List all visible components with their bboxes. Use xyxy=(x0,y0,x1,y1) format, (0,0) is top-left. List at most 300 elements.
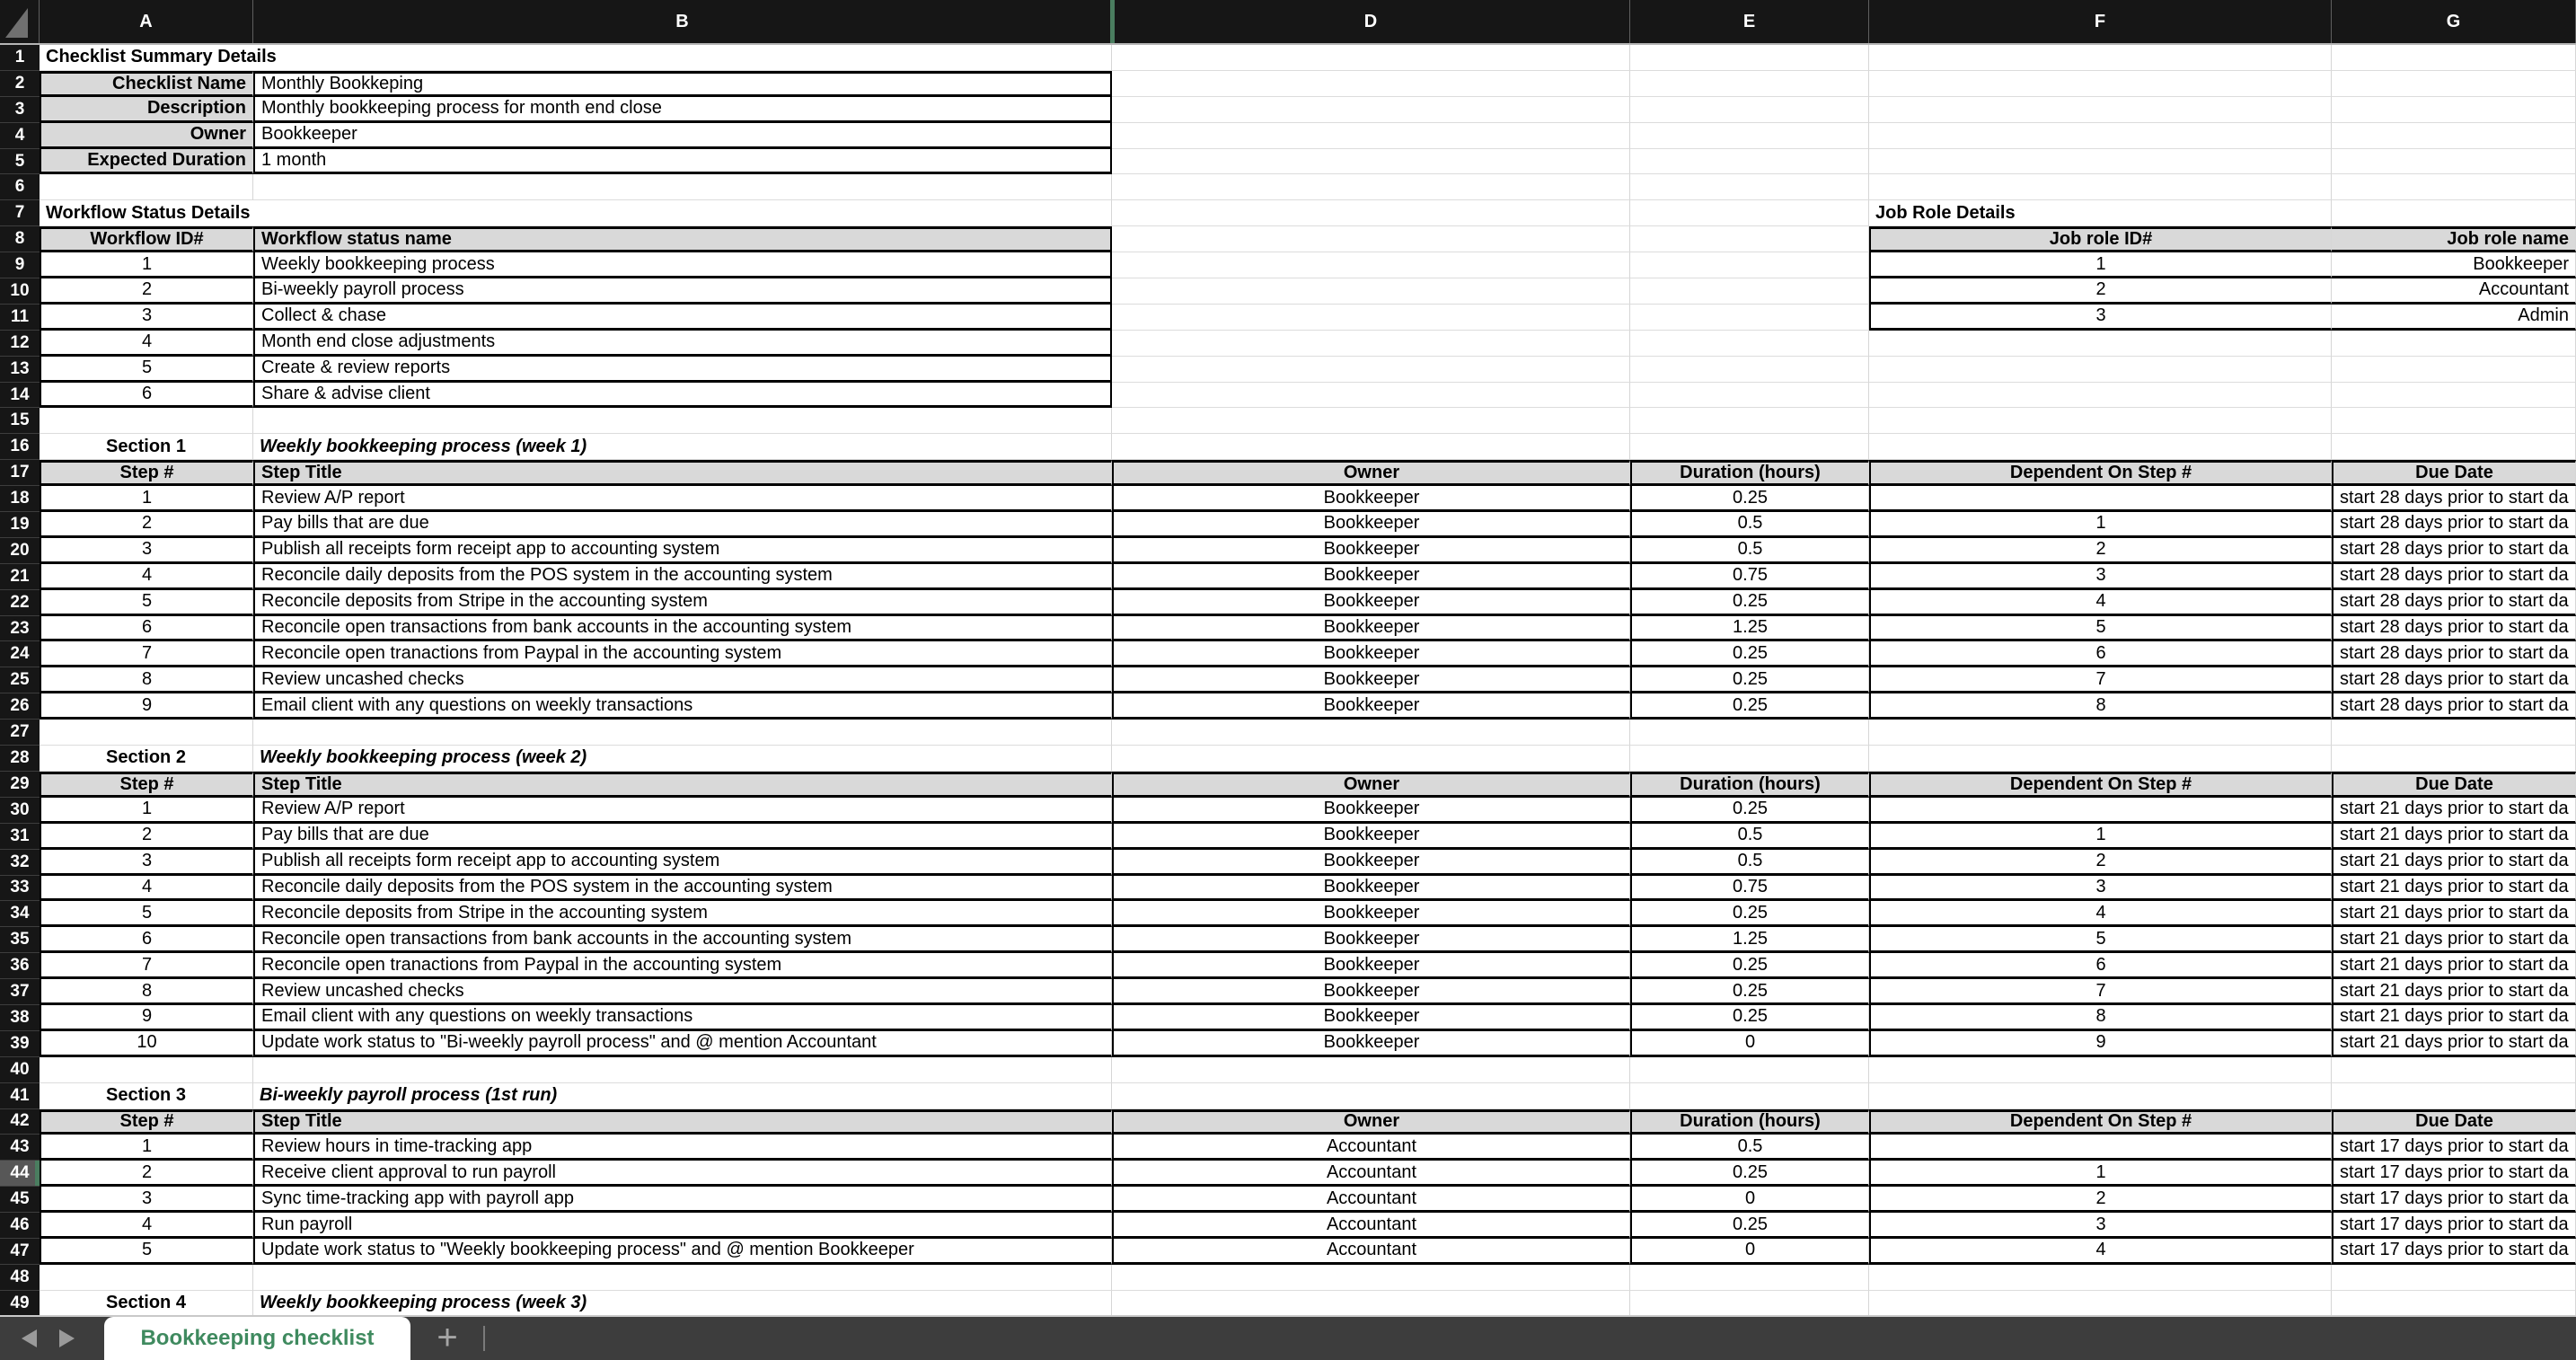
cell-E41[interactable] xyxy=(1630,1083,1869,1109)
cell-B34[interactable]: Reconcile deposits from Stripe in the accounting system xyxy=(253,901,1112,927)
cell-G45[interactable]: start 17 days prior to start da xyxy=(2332,1187,2576,1213)
row-header-20[interactable]: 20 xyxy=(0,538,40,564)
row-header-33[interactable]: 33 xyxy=(0,876,40,902)
cell-E45[interactable]: 0 xyxy=(1630,1187,1869,1213)
row-header-4[interactable]: 4 xyxy=(0,123,40,149)
cell-B45[interactable]: Sync time-tracking app with payroll app xyxy=(253,1187,1112,1213)
cell-D1[interactable] xyxy=(1112,45,1630,71)
cell-A20[interactable]: 3 xyxy=(40,538,253,564)
cell-F10[interactable]: 2 xyxy=(1869,278,2332,305)
select-all-corner[interactable] xyxy=(0,0,40,43)
row-header-46[interactable]: 46 xyxy=(0,1213,40,1239)
cell-F8[interactable]: Job role ID# xyxy=(1869,226,2332,252)
cell-F41[interactable] xyxy=(1869,1083,2332,1109)
cell-F46[interactable]: 3 xyxy=(1869,1213,2332,1239)
cell-B14[interactable]: Share & advise client xyxy=(253,383,1112,409)
cell-E36[interactable]: 0.25 xyxy=(1630,953,1869,979)
cell-A9[interactable]: 1 xyxy=(40,252,253,278)
cell-D10[interactable] xyxy=(1112,278,1630,305)
cell-D16[interactable] xyxy=(1112,434,1630,460)
cell-E37[interactable]: 0.25 xyxy=(1630,979,1869,1005)
cell-B16[interactable]: Weekly bookkeeping process (week 1) xyxy=(253,434,1112,460)
cell-D33[interactable]: Bookkeeper xyxy=(1112,876,1630,902)
cell-B44[interactable]: Receive client approval to run payroll xyxy=(253,1161,1112,1187)
cell-B41[interactable]: Bi-weekly payroll process (1st run) xyxy=(253,1083,1112,1109)
cell-G41[interactable] xyxy=(2332,1083,2576,1109)
row-header-28[interactable]: 28 xyxy=(0,746,40,772)
cell-B23[interactable]: Reconcile open transactions from bank accounts in the accounting system xyxy=(253,616,1112,642)
row-header-22[interactable]: 22 xyxy=(0,590,40,616)
cell-E29[interactable]: Duration (hours) xyxy=(1630,772,1869,798)
cell-D30[interactable]: Bookkeeper xyxy=(1112,798,1630,824)
row-header-29[interactable]: 29 xyxy=(0,772,40,798)
cell-G18[interactable]: start 28 days prior to start da xyxy=(2332,486,2576,512)
cell-B8[interactable]: Workflow status name xyxy=(253,226,1112,252)
cell-E40[interactable] xyxy=(1630,1057,1869,1083)
row-header-24[interactable]: 24 xyxy=(0,641,40,667)
column-header-F[interactable]: F xyxy=(1869,0,2332,43)
column-header-B[interactable]: B xyxy=(253,0,1112,43)
cell-B32[interactable]: Publish all receipts form receipt app to accounting system xyxy=(253,850,1112,876)
cell-D3[interactable] xyxy=(1112,97,1630,123)
row-header-12[interactable]: 12 xyxy=(0,331,40,357)
cell-F4[interactable] xyxy=(1869,123,2332,149)
cell-E11[interactable] xyxy=(1630,305,1869,331)
column-header-D[interactable]: D xyxy=(1112,0,1630,43)
cell-G34[interactable]: start 21 days prior to start da xyxy=(2332,901,2576,927)
cell-D29[interactable]: Owner xyxy=(1112,772,1630,798)
cell-D11[interactable] xyxy=(1112,305,1630,331)
cell-D14[interactable] xyxy=(1112,383,1630,409)
cell-G12[interactable] xyxy=(2332,331,2576,357)
cell-F47[interactable]: 4 xyxy=(1869,1239,2332,1265)
row-header-14[interactable]: 14 xyxy=(0,383,40,409)
cell-F13[interactable] xyxy=(1869,357,2332,383)
cell-E10[interactable] xyxy=(1630,278,1869,305)
cell-A18[interactable]: 1 xyxy=(40,486,253,512)
cell-G31[interactable]: start 21 days prior to start da xyxy=(2332,824,2576,850)
cell-A5[interactable]: Expected Duration xyxy=(40,149,253,175)
cell-E14[interactable] xyxy=(1630,383,1869,409)
cell-D32[interactable]: Bookkeeper xyxy=(1112,850,1630,876)
cell-F16[interactable] xyxy=(1869,434,2332,460)
cell-D44[interactable]: Accountant xyxy=(1112,1161,1630,1187)
cell-A44[interactable]: 2 xyxy=(40,1161,253,1187)
cell-B39[interactable]: Update work status to "Bi-weekly payroll process" and @ mention Accountant xyxy=(253,1031,1112,1057)
cell-D6[interactable] xyxy=(1112,174,1630,200)
cell-E8[interactable] xyxy=(1630,226,1869,252)
cell-D34[interactable]: Bookkeeper xyxy=(1112,901,1630,927)
row-header-23[interactable]: 23 xyxy=(0,616,40,642)
cell-E28[interactable] xyxy=(1630,746,1869,772)
cell-D41[interactable] xyxy=(1112,1083,1630,1109)
cell-E9[interactable] xyxy=(1630,252,1869,278)
cell-A28[interactable]: Section 2 xyxy=(40,746,253,772)
cell-G24[interactable]: start 28 days prior to start da xyxy=(2332,641,2576,667)
scroll-sheets-left-icon[interactable] xyxy=(22,1329,37,1347)
cell-D27[interactable] xyxy=(1112,720,1630,746)
cell-A41[interactable]: Section 3 xyxy=(40,1083,253,1109)
cell-E22[interactable]: 0.25 xyxy=(1630,590,1869,616)
cell-E24[interactable]: 0.25 xyxy=(1630,641,1869,667)
cell-B3[interactable]: Monthly bookkeeping process for month end close xyxy=(253,97,1112,123)
cell-G2[interactable] xyxy=(2332,71,2576,97)
row-header-37[interactable]: 37 xyxy=(0,979,40,1005)
cell-G20[interactable]: start 28 days prior to start da xyxy=(2332,538,2576,564)
cell-A46[interactable]: 4 xyxy=(40,1213,253,1239)
cell-D42[interactable]: Owner xyxy=(1112,1109,1630,1135)
cell-F30[interactable] xyxy=(1869,798,2332,824)
cell-A16[interactable]: Section 1 xyxy=(40,434,253,460)
cell-F34[interactable]: 4 xyxy=(1869,901,2332,927)
cell-B5[interactable]: 1 month xyxy=(253,149,1112,175)
cell-G19[interactable]: start 28 days prior to start da xyxy=(2332,512,2576,538)
cell-A13[interactable]: 5 xyxy=(40,357,253,383)
cell-G10[interactable]: Accountant xyxy=(2332,278,2576,305)
cell-D46[interactable]: Accountant xyxy=(1112,1213,1630,1239)
cell-D37[interactable]: Bookkeeper xyxy=(1112,979,1630,1005)
cell-G43[interactable]: start 17 days prior to start da xyxy=(2332,1135,2576,1161)
cell-E30[interactable]: 0.25 xyxy=(1630,798,1869,824)
row-header-43[interactable]: 43 xyxy=(0,1135,40,1161)
cell-G4[interactable] xyxy=(2332,123,2576,149)
cell-G37[interactable]: start 21 days prior to start da xyxy=(2332,979,2576,1005)
cell-G30[interactable]: start 21 days prior to start da xyxy=(2332,798,2576,824)
cell-D36[interactable]: Bookkeeper xyxy=(1112,953,1630,979)
cell-F43[interactable] xyxy=(1869,1135,2332,1161)
column-header-E[interactable]: E xyxy=(1630,0,1869,43)
cell-F17[interactable]: Dependent On Step # xyxy=(1869,460,2332,486)
cell-A43[interactable]: 1 xyxy=(40,1135,253,1161)
scroll-sheets-right-icon[interactable] xyxy=(59,1329,75,1347)
cell-A32[interactable]: 3 xyxy=(40,850,253,876)
cell-F6[interactable] xyxy=(1869,174,2332,200)
cell-E42[interactable]: Duration (hours) xyxy=(1630,1109,1869,1135)
cell-E21[interactable]: 0.75 xyxy=(1630,564,1869,590)
cell-E3[interactable] xyxy=(1630,97,1869,123)
cell-F15[interactable] xyxy=(1869,408,2332,434)
cell-E35[interactable]: 1.25 xyxy=(1630,927,1869,953)
cell-F29[interactable]: Dependent On Step # xyxy=(1869,772,2332,798)
cell-A47[interactable]: 5 xyxy=(40,1239,253,1265)
row-header-49[interactable]: 49 xyxy=(0,1291,40,1317)
cell-D39[interactable]: Bookkeeper xyxy=(1112,1031,1630,1057)
row-header-15[interactable]: 15 xyxy=(0,408,40,434)
cell-A40[interactable] xyxy=(40,1057,253,1083)
cell-G39[interactable]: start 21 days prior to start da xyxy=(2332,1031,2576,1057)
cell-D38[interactable]: Bookkeeper xyxy=(1112,1005,1630,1031)
row-header-10[interactable]: 10 xyxy=(0,278,40,305)
cell-A39[interactable]: 10 xyxy=(40,1031,253,1057)
cell-G15[interactable] xyxy=(2332,408,2576,434)
cell-F18[interactable] xyxy=(1869,486,2332,512)
cell-F25[interactable]: 7 xyxy=(1869,667,2332,693)
cell-G29[interactable]: Due Date xyxy=(2332,772,2576,798)
cell-E31[interactable]: 0.5 xyxy=(1630,824,1869,850)
cell-G8[interactable]: Job role name xyxy=(2332,226,2576,252)
cell-D20[interactable]: Bookkeeper xyxy=(1112,538,1630,564)
cell-B35[interactable]: Reconcile open transactions from bank accounts in the accounting system xyxy=(253,927,1112,953)
cell-A37[interactable]: 8 xyxy=(40,979,253,1005)
row-header-30[interactable]: 30 xyxy=(0,798,40,824)
row-header-42[interactable]: 42 xyxy=(0,1109,40,1135)
cell-A12[interactable]: 4 xyxy=(40,331,253,357)
row-header-17[interactable]: 17 xyxy=(0,460,40,486)
cell-E46[interactable]: 0.25 xyxy=(1630,1213,1869,1239)
cell-B20[interactable]: Publish all receipts form receipt app to accounting system xyxy=(253,538,1112,564)
cell-B11[interactable]: Collect & chase xyxy=(253,305,1112,331)
cell-G32[interactable]: start 21 days prior to start da xyxy=(2332,850,2576,876)
cell-G36[interactable]: start 21 days prior to start da xyxy=(2332,953,2576,979)
cell-F11[interactable]: 3 xyxy=(1869,305,2332,331)
cell-B18[interactable]: Review A/P report xyxy=(253,486,1112,512)
column-header-G[interactable]: G xyxy=(2332,0,2576,43)
cell-D13[interactable] xyxy=(1112,357,1630,383)
row-header-26[interactable]: 26 xyxy=(0,693,40,720)
row-header-7[interactable]: 7 xyxy=(0,200,40,226)
cell-F45[interactable]: 2 xyxy=(1869,1187,2332,1213)
cell-D8[interactable] xyxy=(1112,226,1630,252)
cell-F26[interactable]: 8 xyxy=(1869,693,2332,720)
cell-B22[interactable]: Reconcile deposits from Stripe in the accounting system xyxy=(253,590,1112,616)
row-header-44[interactable]: 44 xyxy=(0,1161,40,1187)
cell-F1[interactable] xyxy=(1869,45,2332,71)
cell-A33[interactable]: 4 xyxy=(40,876,253,902)
cell-A45[interactable]: 3 xyxy=(40,1187,253,1213)
cell-G33[interactable]: start 21 days prior to start da xyxy=(2332,876,2576,902)
cell-B19[interactable]: Pay bills that are due xyxy=(253,512,1112,538)
cell-D23[interactable]: Bookkeeper xyxy=(1112,616,1630,642)
cell-B15[interactable] xyxy=(253,408,1112,434)
cell-A15[interactable] xyxy=(40,408,253,434)
cell-D22[interactable]: Bookkeeper xyxy=(1112,590,1630,616)
row-header-34[interactable]: 34 xyxy=(0,901,40,927)
cell-B10[interactable]: Bi-weekly payroll process xyxy=(253,278,1112,305)
cell-E19[interactable]: 0.5 xyxy=(1630,512,1869,538)
cell-F3[interactable] xyxy=(1869,97,2332,123)
cell-G46[interactable]: start 17 days prior to start da xyxy=(2332,1213,2576,1239)
cell-F19[interactable]: 1 xyxy=(1869,512,2332,538)
row-header-5[interactable]: 5 xyxy=(0,149,40,175)
cell-E5[interactable] xyxy=(1630,149,1869,175)
cell-G1[interactable] xyxy=(2332,45,2576,71)
cell-G26[interactable]: start 28 days prior to start da xyxy=(2332,693,2576,720)
cell-D45[interactable]: Accountant xyxy=(1112,1187,1630,1213)
cell-E34[interactable]: 0.25 xyxy=(1630,901,1869,927)
cell-E43[interactable]: 0.5 xyxy=(1630,1135,1869,1161)
row-header-45[interactable]: 45 xyxy=(0,1187,40,1213)
cell-G6[interactable] xyxy=(2332,174,2576,200)
cell-D43[interactable]: Accountant xyxy=(1112,1135,1630,1161)
cell-B42[interactable]: Step Title xyxy=(253,1109,1112,1135)
cell-E12[interactable] xyxy=(1630,331,1869,357)
cell-F22[interactable]: 4 xyxy=(1869,590,2332,616)
cell-A34[interactable]: 5 xyxy=(40,901,253,927)
cell-G38[interactable]: start 21 days prior to start da xyxy=(2332,1005,2576,1031)
row-header-32[interactable]: 32 xyxy=(0,850,40,876)
cell-G16[interactable] xyxy=(2332,434,2576,460)
cell-F42[interactable]: Dependent On Step # xyxy=(1869,1109,2332,1135)
column-header-A[interactable]: A xyxy=(40,0,253,43)
cell-B21[interactable]: Reconcile daily deposits from the POS system in the accounting system xyxy=(253,564,1112,590)
row-header-8[interactable]: 8 xyxy=(0,226,40,252)
cell-B36[interactable]: Reconcile open tranactions from Paypal in the accounting system xyxy=(253,953,1112,979)
row-header-40[interactable]: 40 xyxy=(0,1057,40,1083)
cell-F33[interactable]: 3 xyxy=(1869,876,2332,902)
cell-D49[interactable] xyxy=(1112,1291,1630,1317)
cell-B38[interactable]: Email client with any questions on weekly transactions xyxy=(253,1005,1112,1031)
cell-B31[interactable]: Pay bills that are due xyxy=(253,824,1112,850)
cell-B49[interactable]: Weekly bookkeeping process (week 3) xyxy=(253,1291,1112,1317)
cell-D15[interactable] xyxy=(1112,408,1630,434)
cell-A14[interactable]: 6 xyxy=(40,383,253,409)
cell-G28[interactable] xyxy=(2332,746,2576,772)
cell-F20[interactable]: 2 xyxy=(1869,538,2332,564)
row-header-48[interactable]: 48 xyxy=(0,1265,40,1291)
cell-A25[interactable]: 8 xyxy=(40,667,253,693)
cell-G27[interactable] xyxy=(2332,720,2576,746)
row-header-31[interactable]: 31 xyxy=(0,824,40,850)
cell-D40[interactable] xyxy=(1112,1057,1630,1083)
cell-E32[interactable]: 0.5 xyxy=(1630,850,1869,876)
cell-F9[interactable]: 1 xyxy=(1869,252,2332,278)
cell-G7[interactable] xyxy=(2332,200,2576,226)
cell-G17[interactable]: Due Date xyxy=(2332,460,2576,486)
cell-E7[interactable] xyxy=(1630,200,1869,226)
cell-A8[interactable]: Workflow ID# xyxy=(40,226,253,252)
cell-A11[interactable]: 3 xyxy=(40,305,253,331)
cell-B46[interactable]: Run payroll xyxy=(253,1213,1112,1239)
cell-F2[interactable] xyxy=(1869,71,2332,97)
cell-A48[interactable] xyxy=(40,1265,253,1291)
cell-D24[interactable]: Bookkeeper xyxy=(1112,641,1630,667)
cell-B6[interactable] xyxy=(253,174,1112,200)
cell-E33[interactable]: 0.75 xyxy=(1630,876,1869,902)
cell-B37[interactable]: Review uncashed checks xyxy=(253,979,1112,1005)
cell-A4[interactable]: Owner xyxy=(40,123,253,149)
cell-E20[interactable]: 0.5 xyxy=(1630,538,1869,564)
cell-A22[interactable]: 5 xyxy=(40,590,253,616)
cell-B25[interactable]: Review uncashed checks xyxy=(253,667,1112,693)
cell-E4[interactable] xyxy=(1630,123,1869,149)
cell-E47[interactable]: 0 xyxy=(1630,1239,1869,1265)
cell-A26[interactable]: 9 xyxy=(40,693,253,720)
cell-A38[interactable]: 9 xyxy=(40,1005,253,1031)
row-header-39[interactable]: 39 xyxy=(0,1031,40,1057)
cell-E16[interactable] xyxy=(1630,434,1869,460)
cell-D18[interactable]: Bookkeeper xyxy=(1112,486,1630,512)
cell-D9[interactable] xyxy=(1112,252,1630,278)
cell-B2[interactable]: Monthly Bookkeping xyxy=(253,71,1112,97)
cell-F27[interactable] xyxy=(1869,720,2332,746)
cell-G49[interactable] xyxy=(2332,1291,2576,1317)
cell-B17[interactable]: Step Title xyxy=(253,460,1112,486)
row-header-9[interactable]: 9 xyxy=(0,252,40,278)
cell-B47[interactable]: Update work status to "Weekly bookkeeping process" and @ mention Bookkeeper xyxy=(253,1239,1112,1265)
row-header-35[interactable]: 35 xyxy=(0,927,40,953)
row-header-3[interactable]: 3 xyxy=(0,97,40,123)
cell-A17[interactable]: Step # xyxy=(40,460,253,486)
row-header-11[interactable]: 11 xyxy=(0,305,40,331)
row-header-27[interactable]: 27 xyxy=(0,720,40,746)
cell-D28[interactable] xyxy=(1112,746,1630,772)
cell-B40[interactable] xyxy=(253,1057,1112,1083)
row-header-18[interactable]: 18 xyxy=(0,486,40,512)
cell-E1[interactable] xyxy=(1630,45,1869,71)
cell-F7[interactable]: Job Role Details xyxy=(1869,200,2332,226)
row-header-41[interactable]: 41 xyxy=(0,1083,40,1109)
cell-G11[interactable]: Admin xyxy=(2332,305,2576,331)
cell-D7[interactable] xyxy=(1112,200,1630,226)
cell-B24[interactable]: Reconcile open tranactions from Paypal in the accounting system xyxy=(253,641,1112,667)
cell-G14[interactable] xyxy=(2332,383,2576,409)
row-header-2[interactable]: 2 xyxy=(0,71,40,97)
cell-B43[interactable]: Review hours in time-tracking app xyxy=(253,1135,1112,1161)
cell-B29[interactable]: Step Title xyxy=(253,772,1112,798)
cell-G48[interactable] xyxy=(2332,1265,2576,1291)
cell-G3[interactable] xyxy=(2332,97,2576,123)
cell-A19[interactable]: 2 xyxy=(40,512,253,538)
cell-A31[interactable]: 2 xyxy=(40,824,253,850)
cell-G40[interactable] xyxy=(2332,1057,2576,1083)
cell-A36[interactable]: 7 xyxy=(40,953,253,979)
cell-F28[interactable] xyxy=(1869,746,2332,772)
cell-F38[interactable]: 8 xyxy=(1869,1005,2332,1031)
cell-A35[interactable]: 6 xyxy=(40,927,253,953)
cell-F5[interactable] xyxy=(1869,149,2332,175)
cell-A27[interactable] xyxy=(40,720,253,746)
cell-F23[interactable]: 5 xyxy=(1869,616,2332,642)
cell-E13[interactable] xyxy=(1630,357,1869,383)
row-header-25[interactable]: 25 xyxy=(0,667,40,693)
cell-AB1[interactable]: Checklist Summary Details xyxy=(40,45,1112,71)
cell-F12[interactable] xyxy=(1869,331,2332,357)
cell-E23[interactable]: 1.25 xyxy=(1630,616,1869,642)
cell-F31[interactable]: 1 xyxy=(1869,824,2332,850)
cell-F21[interactable]: 3 xyxy=(1869,564,2332,590)
cell-G23[interactable]: start 28 days prior to start da xyxy=(2332,616,2576,642)
add-sheet-button[interactable]: + xyxy=(437,1317,458,1357)
cell-D17[interactable]: Owner xyxy=(1112,460,1630,486)
cell-G25[interactable]: start 28 days prior to start da xyxy=(2332,667,2576,693)
cell-D4[interactable] xyxy=(1112,123,1630,149)
cell-F44[interactable]: 1 xyxy=(1869,1161,2332,1187)
cell-F37[interactable]: 7 xyxy=(1869,979,2332,1005)
cell-A24[interactable]: 7 xyxy=(40,641,253,667)
cell-B28[interactable]: Weekly bookkeeping process (week 2) xyxy=(253,746,1112,772)
row-header-36[interactable]: 36 xyxy=(0,953,40,979)
cell-D21[interactable]: Bookkeeper xyxy=(1112,564,1630,590)
cell-F40[interactable] xyxy=(1869,1057,2332,1083)
cell-F24[interactable]: 6 xyxy=(1869,641,2332,667)
cell-F32[interactable]: 2 xyxy=(1869,850,2332,876)
cell-B48[interactable] xyxy=(253,1265,1112,1291)
cell-A2[interactable]: Checklist Name xyxy=(40,71,253,97)
cell-B26[interactable]: Email client with any questions on weekly transactions xyxy=(253,693,1112,720)
cell-E38[interactable]: 0.25 xyxy=(1630,1005,1869,1031)
cell-A3[interactable]: Description xyxy=(40,97,253,123)
cell-AB7[interactable]: Workflow Status Details xyxy=(40,200,1112,226)
row-header-19[interactable]: 19 xyxy=(0,512,40,538)
cell-A42[interactable]: Step # xyxy=(40,1109,253,1135)
cell-D26[interactable]: Bookkeeper xyxy=(1112,693,1630,720)
cell-A29[interactable]: Step # xyxy=(40,772,253,798)
row-header-21[interactable]: 21 xyxy=(0,564,40,590)
cell-B12[interactable]: Month end close adjustments xyxy=(253,331,1112,357)
cell-B30[interactable]: Review A/P report xyxy=(253,798,1112,824)
cell-E25[interactable]: 0.25 xyxy=(1630,667,1869,693)
cell-E15[interactable] xyxy=(1630,408,1869,434)
